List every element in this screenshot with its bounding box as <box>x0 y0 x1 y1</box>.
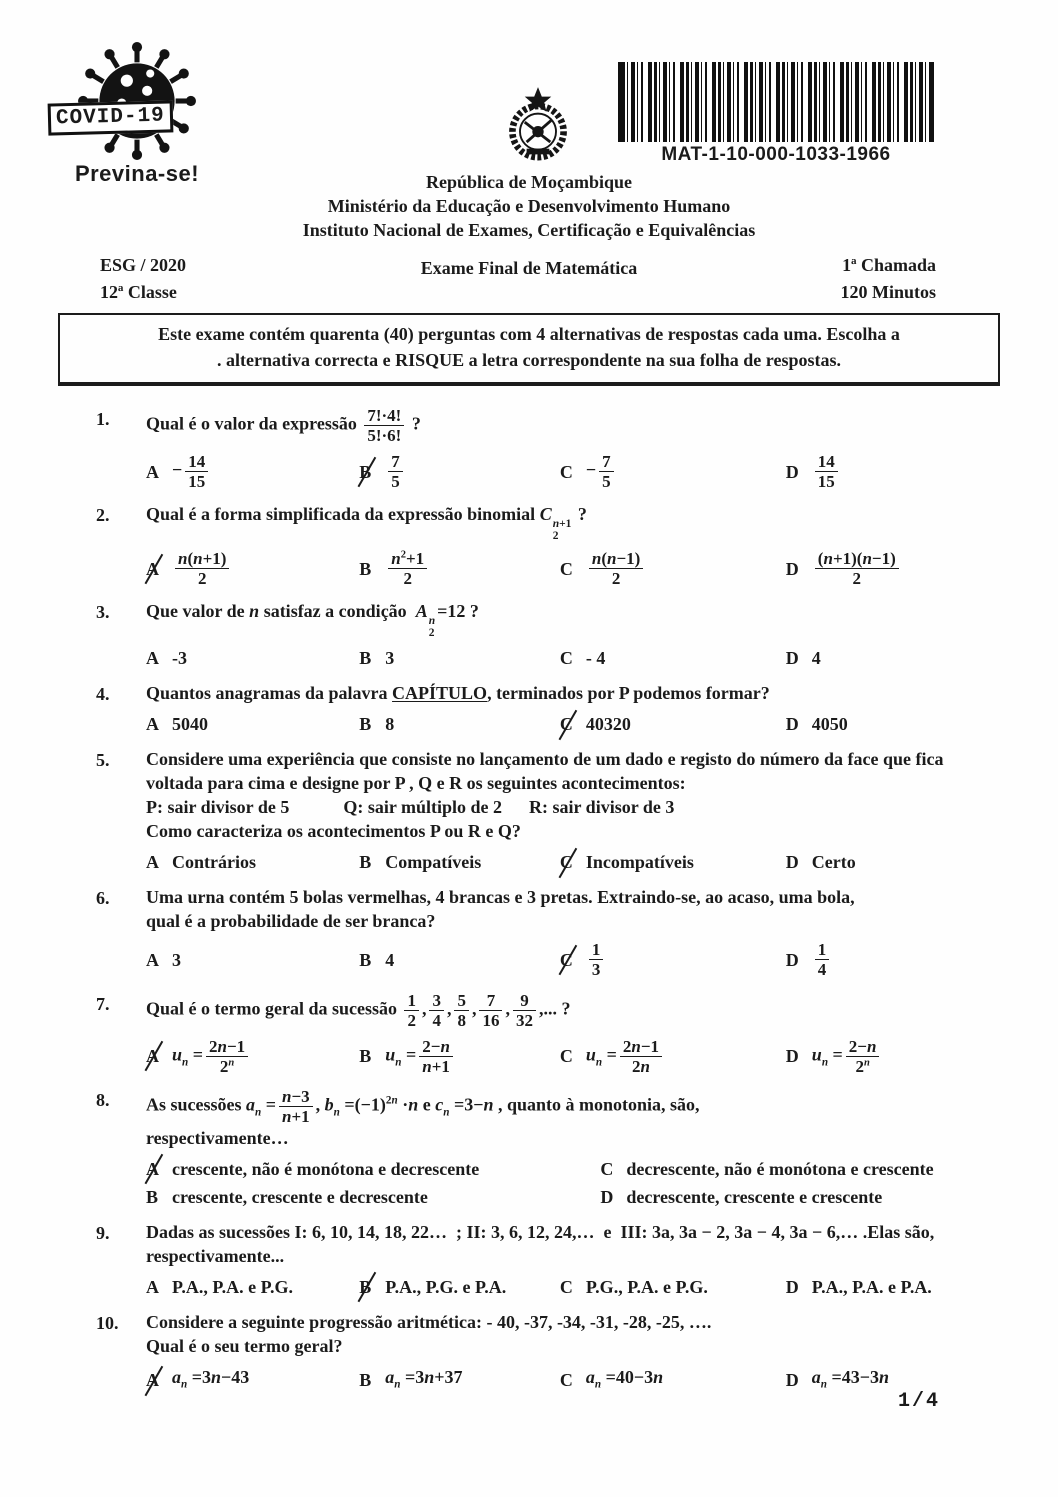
options <box>146 850 992 874</box>
option <box>786 712 1010 736</box>
org-line: Instituto Nacional de Exames, Certificação e Equivalências <box>302 220 756 240</box>
option-content: decrescente, crescente e crescente <box>626 1186 883 1207</box>
question-number: 2. <box>96 505 110 526</box>
option-letter: C <box>600 1158 614 1179</box>
option <box>560 1275 780 1299</box>
options <box>146 1037 992 1076</box>
option-content: -3 <box>172 648 187 669</box>
question-number: 3. <box>96 602 110 623</box>
option-content: crescente, crescente e decrescente <box>172 1186 428 1207</box>
option-content: $a_n =3n-43$ <box>172 1366 250 1391</box>
option <box>359 646 554 670</box>
question-main <box>146 747 992 874</box>
option-letter: B <box>359 1046 372 1067</box>
option-letter: D <box>785 1370 799 1391</box>
option <box>146 850 353 874</box>
option <box>359 549 554 588</box>
exam-info-left <box>0 252 331 306</box>
options <box>146 712 992 736</box>
question-number: 9. <box>96 1222 110 1243</box>
option-content: Incompatíveis <box>585 852 694 873</box>
org-line: República de Moçambique <box>425 172 632 192</box>
option <box>786 549 1010 588</box>
options <box>146 1157 992 1209</box>
option-content: $\frac{(n+1)(n-1)}{2}$ <box>812 549 902 588</box>
option-content: − $\frac{7}{5}$ <box>586 452 617 491</box>
option <box>786 1037 1010 1076</box>
page-number: 1/4 <box>897 1390 940 1413</box>
option-content: decrescente, não é monótona e crescente <box>626 1158 934 1179</box>
question-number: 10. <box>96 1312 119 1333</box>
question <box>96 599 992 670</box>
option <box>560 940 780 979</box>
option-content: Contrários <box>172 852 256 873</box>
question <box>96 991 992 1076</box>
option <box>146 452 353 491</box>
option-letter: A <box>146 461 159 482</box>
option <box>786 850 1010 874</box>
option <box>560 1365 780 1397</box>
option-letter: A <box>146 949 159 970</box>
option <box>359 1365 554 1397</box>
question-main <box>146 991 992 1076</box>
option-letter: C <box>559 714 573 735</box>
options <box>146 549 992 588</box>
option-letter: D <box>785 1046 799 1067</box>
question <box>96 681 992 736</box>
option-letter: C <box>559 648 573 669</box>
option-letter: D <box>785 1276 799 1297</box>
covid-stamp <box>52 40 222 187</box>
exam-title: Exame Final de Matemática <box>420 258 638 278</box>
option <box>146 549 353 588</box>
option-content: 8 <box>385 714 395 735</box>
option-letter: D <box>600 1186 614 1207</box>
option-content: Compatíveis <box>385 852 482 873</box>
option <box>560 452 780 491</box>
option-letter: B <box>359 852 372 873</box>
option <box>600 1157 998 1181</box>
question <box>96 885 992 979</box>
option-content: 5040 <box>172 714 208 735</box>
covid-caption: Previna-se! <box>74 161 200 186</box>
option-content: - 4 <box>585 648 606 669</box>
option <box>560 549 780 588</box>
covid-label: COVID-19 <box>48 100 174 136</box>
question-body: Dadas as sucessões I: 6, 10, 14, 18, 22… ; II: 3, 6, 12, 24,… e III: 3a, 3a − 2, 3a − 4, 3a − 6,… .Elas são, respectivamente... <box>146 1221 935 1266</box>
option-letter: C <box>559 558 573 579</box>
exam-info-row <box>0 252 1058 306</box>
option-letter: C <box>559 1276 573 1297</box>
question-body: Uma urna contém 5 bolas vermelhas, 4 brancas e 3 pretas. Extraindo-se, ao acaso, uma bola, qual é a probabilidade de ser branca? <box>146 887 855 932</box>
option-letter: B <box>146 1186 159 1207</box>
options <box>146 1275 992 1299</box>
question-body: Qual é o valor da expressão $\frac{7!\cdot 4!}{5!\cdot 6!}$ ? <box>146 406 421 446</box>
option-content: P.A., P.A. e P.A. <box>811 1276 932 1297</box>
exam-content <box>0 252 1058 1407</box>
option-content: 3 <box>172 949 181 970</box>
org-header <box>0 170 1058 242</box>
question-number: 8. <box>96 1089 110 1110</box>
question-main <box>146 1087 992 1209</box>
question-number: 7. <box>96 993 110 1014</box>
option-letter: A <box>146 1370 159 1391</box>
option <box>146 1275 353 1299</box>
options <box>146 452 992 491</box>
option-content: $a_n =3n+37$ <box>385 1366 463 1391</box>
option-letter: B <box>359 460 374 484</box>
option-content: $\frac{n^2+1}{2}$ <box>385 549 430 588</box>
option-content: 40320 <box>585 714 631 735</box>
question-main <box>146 599 992 670</box>
exam-duration: 120 Minutos <box>840 282 936 302</box>
option-letter: B <box>359 1275 374 1299</box>
option <box>560 646 780 670</box>
option <box>359 712 554 736</box>
option-content: P.G., P.A. e P.G. <box>585 1276 708 1297</box>
question-body: Qual é a forma simplificada da expressão binomial C n+1 2 ? <box>146 504 587 543</box>
question-body: Considere uma experiência que consiste no lançamento de um dado e registo do número da face que fica voltada para cima e designe por P , Q e R os seguintes acontecimentos: P: sair divisor de 5 Q: sair múltiplo de 2 R: sair divisor de 3 Como caracteriza os acontecimentos P ou R e Q? <box>146 749 944 842</box>
option <box>359 850 554 874</box>
barcode-text: MAT-1-10-000-1033-1966 <box>661 144 891 165</box>
question-main <box>146 502 992 588</box>
option-letter: A <box>146 558 159 579</box>
option <box>146 1365 353 1397</box>
option-content: $\frac{n(n+1)}{2}$ <box>172 549 232 588</box>
option-content: P.A., P.A. e P.G. <box>172 1276 294 1297</box>
barcode-block <box>618 62 934 166</box>
option-letter: A <box>146 852 159 873</box>
option-letter: C <box>559 461 573 482</box>
option-content: Certo <box>811 852 856 873</box>
option <box>786 1275 1010 1299</box>
option <box>359 1275 554 1299</box>
option <box>359 940 554 979</box>
emblem-mozambique-icon <box>502 86 574 169</box>
option-letter: D <box>785 461 799 482</box>
option <box>146 1157 594 1181</box>
option-letter: C <box>559 1046 573 1067</box>
option <box>146 646 353 670</box>
option-content: $\frac{14}{15}$ <box>812 452 841 491</box>
exam-class: 12ª Classe <box>100 282 177 302</box>
option-content: $u_n$ = $\frac{2n-1}{2n}$ <box>586 1037 665 1076</box>
question-number: 4. <box>96 684 110 705</box>
question <box>96 1220 992 1299</box>
option-letter: B <box>359 714 372 735</box>
option-letter: C <box>559 949 573 970</box>
option-letter: A <box>146 648 159 669</box>
option <box>359 1037 554 1076</box>
option-letter: B <box>359 648 372 669</box>
option-letter: B <box>359 949 372 970</box>
option-content: $u_n$ = $\frac{2n-1}{2^n}$ <box>172 1037 251 1076</box>
option-letter: A <box>146 1158 159 1179</box>
option-content: $\frac{1}{4}$ <box>812 940 833 979</box>
option-content: $a_n =43-3n$ <box>811 1366 890 1391</box>
option-content: 4 <box>385 949 395 970</box>
option-letter: D <box>785 648 799 669</box>
option-content: $a_n =40-3n$ <box>585 1366 664 1391</box>
option-letter: D <box>785 714 799 735</box>
option <box>146 1185 594 1209</box>
option-content: $\frac{7}{5}$ <box>385 452 406 491</box>
option-content: $u_n$ = $\frac{2-n}{2^n}$ <box>812 1037 883 1076</box>
option <box>560 1037 780 1076</box>
option-content: 3 <box>385 648 395 669</box>
option <box>786 940 1010 979</box>
option-letter: C <box>559 1370 573 1391</box>
question-body: Considere a seguinte progressão aritmética: - 40, -37, -34, -31, -28, -25, …. Qual é o seu termo geral? <box>146 1311 712 1356</box>
exam-level: ESG / 2020 <box>100 255 187 275</box>
option <box>146 940 353 979</box>
option-letter: A <box>146 1276 159 1297</box>
exam-info-right <box>727 252 1058 306</box>
question-main <box>146 885 992 979</box>
question <box>96 1087 992 1209</box>
options <box>146 940 992 979</box>
option <box>600 1185 998 1209</box>
option-content: 4050 <box>811 714 848 735</box>
exam-call: 1ª Chamada <box>842 255 936 275</box>
options <box>146 1365 992 1397</box>
question-main <box>146 406 992 491</box>
option-letter: D <box>785 558 799 579</box>
question-number: 6. <box>96 888 110 909</box>
option-content: $\frac{1}{3}$ <box>586 940 607 979</box>
option-letter: C <box>559 852 573 873</box>
option-content: 4 <box>811 648 821 669</box>
option <box>786 452 1010 491</box>
question <box>96 1310 992 1397</box>
question-number: 5. <box>96 750 110 771</box>
option <box>560 850 780 874</box>
question-main <box>146 1220 992 1299</box>
instructions-box: Este exame contém quarenta (40) perguntas com 4 alternativas de respostas cada uma. Escolha a . alternativa correcta e RISQUE a letra correspondente na sua folha de respostas. <box>58 313 1000 384</box>
barcode <box>618 62 934 142</box>
option <box>786 646 1010 670</box>
question <box>96 406 992 491</box>
option-letter: B <box>359 1370 372 1391</box>
options <box>146 646 992 670</box>
option <box>359 452 554 491</box>
option-letter: A <box>146 1046 159 1067</box>
option <box>146 1037 353 1076</box>
org-line: Ministério da Educação e Desenvolvimento Humano <box>327 196 731 216</box>
question-main <box>146 681 992 736</box>
question <box>96 747 992 874</box>
option-content: $\frac{n(n-1)}{2}$ <box>586 549 646 588</box>
question <box>96 502 992 588</box>
option-content: P.A., P.G. e P.A. <box>385 1276 507 1297</box>
question-body: Quantos anagramas da palavra CAPÍTULO, terminados por P podemos formar? <box>146 683 770 704</box>
option <box>560 712 780 736</box>
questions <box>96 406 992 1396</box>
option <box>146 712 353 736</box>
option-content: − $\frac{14}{15}$ <box>172 452 211 491</box>
option-letter: D <box>785 949 799 970</box>
option-content: $u_n$ = $\frac{2-n}{n+1}$ <box>385 1037 456 1076</box>
question-main <box>146 1310 992 1397</box>
question-number: 1. <box>96 409 110 429</box>
option-content: crescente, não é monótona e decrescente <box>172 1158 480 1179</box>
option-letter: B <box>359 558 372 579</box>
question-body: Que valor de n satisfaz a condição A n 2 =12 ? <box>146 601 479 640</box>
question-body: As sucessões $a_n$ = $\frac{n-3}{n+1}$ , $b_n =(-1)^{2n} \cdot n$ e $c_n =3-n$ , quanto à monotonia, são, respectivamente… <box>146 1086 700 1148</box>
option-letter: D <box>785 852 799 873</box>
option-letter: A <box>146 714 159 735</box>
question-body: Qual é o termo geral da sucessão $\frac{1}{2}$ , $\frac{3}{4}$ , $\frac{5}{8}$ , $\frac{7}{16}$ , $\frac{9}{32}$ ,... ? <box>146 990 571 1030</box>
